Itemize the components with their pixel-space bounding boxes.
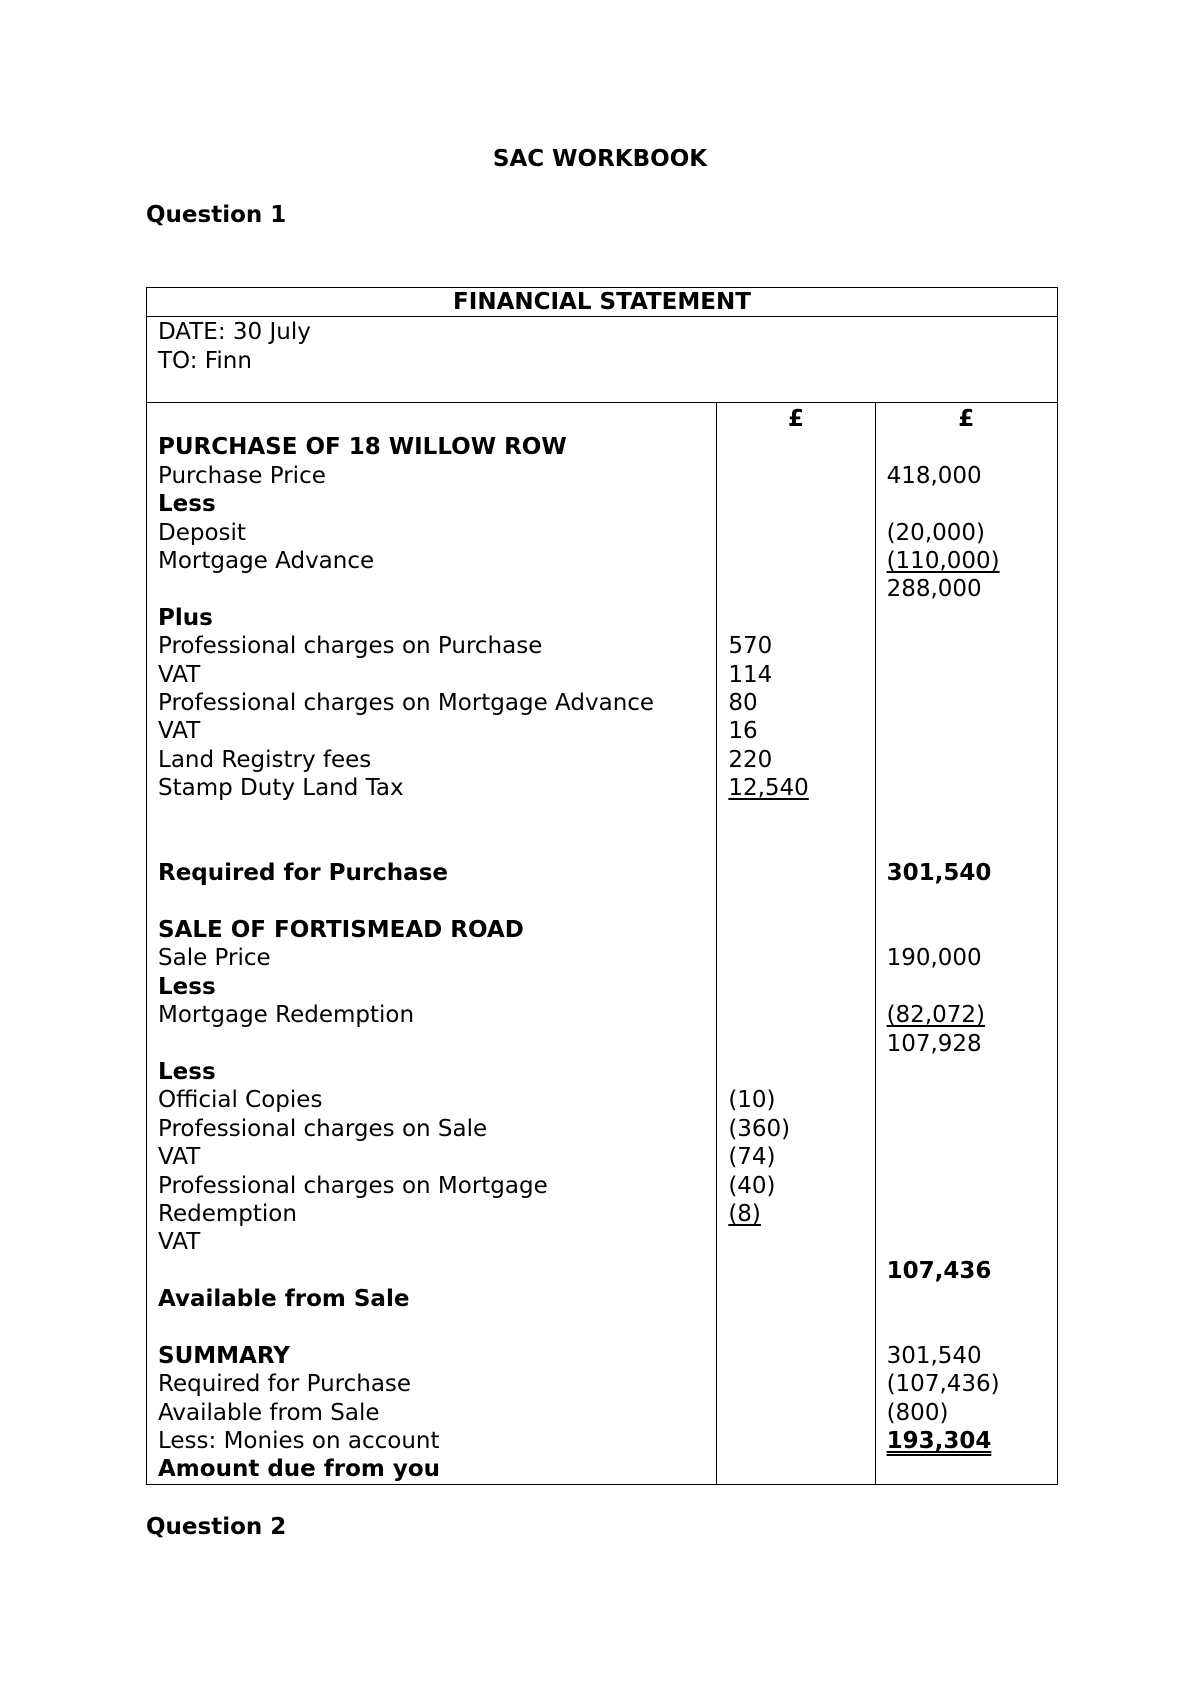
line-label: VAT (158, 1144, 201, 1171)
line-label: Required for Purchase (158, 1371, 412, 1398)
line-total (887, 802, 1046, 830)
line-subtotal: 220 (728, 746, 773, 773)
line-subtotal (728, 1001, 863, 1029)
line-total (887, 689, 1046, 717)
line-total (887, 1115, 1046, 1143)
statement-info-row (147, 317, 1058, 403)
line-total: 107,928 (886, 1030, 982, 1057)
line-subtotal: (360) (728, 1115, 791, 1142)
page-title: SAC WORKBOOK (492, 146, 708, 172)
statement-info (147, 317, 1058, 403)
line-total (887, 1172, 1046, 1200)
line-subtotal: 114 (728, 661, 773, 688)
subtotal-column (717, 403, 875, 1485)
line-label: Professional charges on Mortgage Advance (158, 689, 655, 716)
line-label (158, 405, 705, 433)
line-label: VAT (158, 718, 201, 745)
line-subtotal (728, 1030, 863, 1058)
line-subtotal: 80 (728, 689, 758, 716)
line-label (158, 1257, 705, 1285)
line-subtotal (728, 1257, 863, 1285)
line-subtotal (728, 888, 863, 916)
statement-recipient: TO: Finn (158, 347, 252, 374)
line-total (887, 1228, 1046, 1256)
line-total (887, 661, 1046, 689)
line-total: (82,072) (886, 1002, 986, 1029)
line-subtotal (728, 802, 863, 830)
line-subtotal (728, 973, 863, 1001)
line-total (887, 1143, 1046, 1171)
line-subtotal (728, 1058, 863, 1086)
line-total (887, 1285, 1046, 1313)
question-1-heading: Question 1 (146, 202, 287, 228)
statement-date: DATE: 30 July (158, 319, 311, 345)
line-total (887, 1086, 1046, 1114)
line-label: VAT (158, 661, 201, 688)
line-total (887, 1455, 1046, 1483)
line-label: Less: Monies on account (158, 1428, 440, 1455)
line-subtotal (728, 604, 863, 632)
line-label: Purchase Price (158, 462, 326, 489)
line-label: Amount due from you (158, 1456, 441, 1483)
statement-header: FINANCIAL STATEMENT (147, 288, 1058, 317)
line-total: 418,000 (886, 462, 982, 489)
line-total: (20,000) (886, 519, 986, 546)
line-total: 193,304 (886, 1428, 992, 1455)
statement-header-row (147, 288, 1058, 317)
line-label: Available from Sale (158, 1399, 380, 1426)
line-label: Deposit (158, 519, 246, 546)
line-subtotal (728, 916, 863, 944)
line-subtotal (728, 519, 863, 547)
line-label: Redemption (158, 1200, 297, 1227)
line-label: PURCHASE OF 18 WILLOW ROW (158, 434, 567, 461)
line-subtotal: (74) (728, 1144, 776, 1171)
line-subtotal (728, 831, 863, 859)
line-subtotal (728, 1370, 863, 1398)
line-total (887, 888, 1046, 916)
line-total (887, 490, 1046, 518)
line-label: Less (158, 973, 216, 1000)
financial-statement-table (146, 287, 1058, 1485)
line-subtotal (728, 1455, 863, 1483)
line-total (887, 916, 1046, 944)
line-subtotal: 12,540 (728, 775, 809, 802)
line-label (158, 575, 705, 603)
total-column (875, 403, 1057, 1485)
question-2-heading: Question 2 (146, 1514, 287, 1540)
line-label (158, 1030, 705, 1058)
line-label: Stamp Duty Land Tax (158, 775, 404, 802)
line-label (158, 831, 705, 859)
line-subtotal (728, 1285, 863, 1313)
line-label: Land Registry fees (158, 746, 372, 773)
line-total: (110,000) (886, 547, 1000, 574)
line-subtotal: (8) (728, 1200, 761, 1227)
line-subtotal (728, 547, 863, 575)
line-label: Mortgage Advance (158, 547, 375, 574)
line-subtotal (728, 575, 863, 603)
line-total (887, 774, 1046, 802)
line-total: 107,436 (886, 1257, 992, 1284)
line-total (887, 1200, 1046, 1228)
line-subtotal: 570 (728, 633, 773, 660)
line-label: Professional charges on Sale (158, 1115, 488, 1142)
line-total (887, 973, 1046, 1001)
line-subtotal (728, 1342, 863, 1370)
line-label: Required for Purchase (158, 860, 448, 887)
line-subtotal (728, 1228, 863, 1256)
line-label: Less (158, 491, 216, 518)
line-label: SALE OF FORTISMEAD ROAD (158, 917, 524, 944)
line-total: 301,540 (886, 860, 992, 887)
line-label: Available from Sale (158, 1286, 410, 1313)
line-subtotal (728, 490, 863, 518)
line-total: 301,540 (886, 1342, 982, 1369)
line-total (887, 1314, 1046, 1342)
line-label: Sale Price (158, 945, 271, 972)
line-subtotal (728, 1314, 863, 1342)
line-subtotal (728, 1399, 863, 1427)
line-total (887, 604, 1046, 632)
line-total (887, 831, 1046, 859)
line-label: VAT (158, 1229, 201, 1256)
line-subtotal (728, 433, 863, 461)
line-label: Mortgage Redemption (158, 1002, 415, 1029)
line-subtotal (728, 1427, 863, 1455)
line-label: Professional charges on Mortgage (158, 1172, 548, 1199)
line-label: Less (158, 1058, 216, 1085)
line-total (887, 746, 1046, 774)
line-subtotal (728, 944, 863, 972)
line-label: SUMMARY (158, 1342, 290, 1369)
line-subtotal (728, 462, 863, 490)
currency-symbol: £ (787, 406, 804, 432)
line-subtotal: 16 (728, 718, 758, 745)
line-label (158, 1314, 705, 1342)
line-label: Plus (158, 604, 213, 631)
line-total (887, 1058, 1046, 1086)
statement-body-row (147, 403, 1058, 1485)
line-subtotal: (40) (728, 1172, 776, 1199)
line-label: Professional charges on Purchase (158, 633, 543, 660)
line-label (158, 802, 705, 830)
line-label: Official Copies (158, 1087, 323, 1114)
line-total: 288,000 (886, 576, 982, 603)
line-total (887, 717, 1046, 745)
line-total: (107,436) (886, 1371, 1000, 1398)
line-label (158, 888, 705, 916)
line-subtotal (728, 859, 863, 887)
line-total: (800) (886, 1399, 949, 1426)
line-total: 190,000 (886, 945, 982, 972)
label-column (147, 403, 717, 1485)
currency-symbol: £ (958, 406, 975, 432)
line-subtotal: (10) (728, 1087, 776, 1114)
line-total (887, 632, 1046, 660)
line-total (887, 433, 1046, 461)
